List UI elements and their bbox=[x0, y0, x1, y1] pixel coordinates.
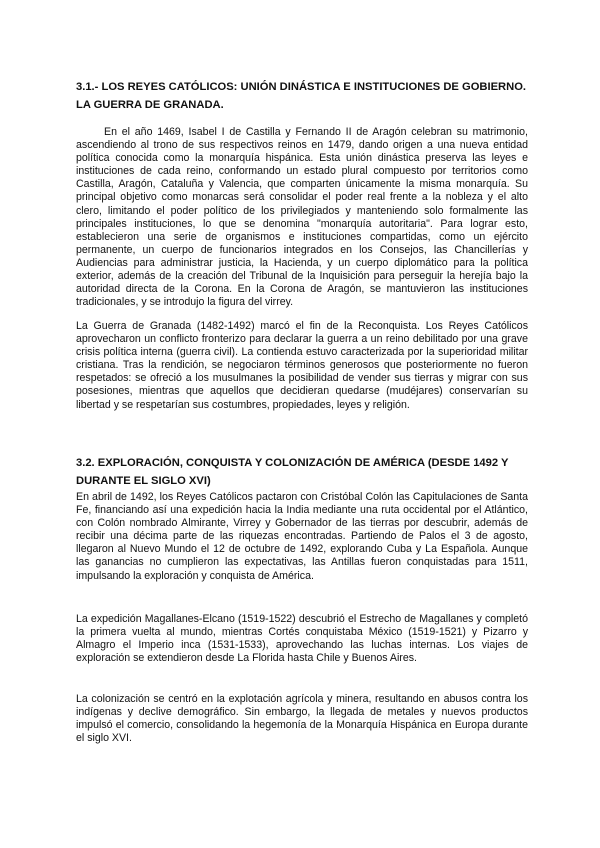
section-2-paragraph-1: En abril de 1492, los Reyes Católicos pactaron con Cristóbal Colón las Capitulaciones de Santa Fe, financiando así una expedición hacia la India mediante una ruta occidental por el Atlántico, con Colón nombrado Almirante, Virrey y Gobernador de las tierras por descubrir, además de recibir una décima parte de las riquezas encontradas. Partiendo de Palos el 3 de agosto, llegaron al Nuevo Mundo el 12 de octubre de 1492, explorando Cuba y La Española. Aunque las ganancias no cumplieron las expectativas, las Antillas fueron conquistadas para 1511, impulsando la exploración y conquista de América. bbox=[76, 491, 528, 582]
section-2-paragraph-3: La colonización se centró en la explotación agrícola y minera, resultando en abusos contra los indígenas y declive demográfico. Sin embargo, la llegada de metales y nuevos productos impulsó el comercio, consolidando la hegemonía de la Monarquía Hispánica en Europa durante el siglo XVI. bbox=[76, 693, 528, 745]
section-2-paragraph-2: La expedición Magallanes-Elcano (1519-1522) descubrió el Estrecho de Magallanes y completó la primera vuelta al mundo, mientras Cortés conquistaba México (1519-1521) y Pizarro y Almagro el Imperio inca (1531-1533), aprovechando las luchas internas. Los viajes de exploración se extendieron desde La Florida hasta Chile y Buenos Aires. bbox=[76, 613, 528, 665]
section-2-heading-line-1: 3.2. EXPLORACIÓN, CONQUISTA Y COLONIZACIÓN DE AMÉRICA (DESDE 1492 Y bbox=[76, 457, 509, 469]
section-1-paragraph-2: La Guerra de Granada (1482-1492) marcó el fin de la Reconquista. Los Reyes Católicos aprovecharon un conflicto fronterizo para declarar la guerra a un reino debilitado por una grave crisis política interna (guerra civil). La contienda estuvo caracterizada por la superioridad militar cristiana. Tras la rendición, se negociaron términos generosos que posteriormente no fueron respetados: se ofreció a los musulmanes la posibilidad de vender sus tierras y migrar con sus posesiones, mientras que aquellos que decidieran quedarse (mudéjares) conservarían su libertad y se respetarían sus costumbres, propiedades, leyes y religión. bbox=[76, 320, 528, 411]
section-1-paragraph-1: En el año 1469, Isabel I de Castilla y Fernando II de Aragón celebran su matrimonio, ascendiendo al trono de sus respectivos reinos en 1479, dando origen a una nueva entidad política conocida como la monarquía hispánica. Esta unión dinástica preserva las leyes e instituciones de cada reino, conformando un estado plural compuesto por territorios como Castilla, Aragón, Cataluña y Valencia, que comparten únicamente la misma monarquía. Su principal objetivo como monarcas será consolidar el poder real frente a la nobleza y el alto clero, limitando el poder político de los privilegiados y manteniendo solo formalmente las principales instituciones, lo que se denomina "monarquía autoritaria". Para lograr esto, establecieron una serie de organismos e instituciones compartidas, como un ejército permanente, un cuerpo de funcionarios integrados en los Consejos, las Chancillerías y Audiencias para administrar justicia, la Hacienda, y un cuerpo diplomático para la política exterior, además de la creación del Tribunal de la Inquisición para perseguir la herejía bajo la autoridad directa de la Corona. En la Corona de Aragón, se mantuvieron las instituciones tradicionales, y se introdujo la figura del virrey. bbox=[76, 126, 528, 309]
section-1-heading-line-1: 3.1.- LOS REYES CATÓLICOS: UNIÓN DINÁSTICA E INSTITUCIONES DE GOBIERNO. bbox=[76, 81, 527, 93]
section-2-heading bbox=[76, 454, 528, 490]
section-1-heading-line-2: LA GUERRA DE GRANADA. bbox=[76, 99, 224, 111]
section-2-heading-line-2: DURANTE EL SIGLO XVI) bbox=[76, 475, 211, 487]
section-1-heading bbox=[76, 78, 528, 114]
